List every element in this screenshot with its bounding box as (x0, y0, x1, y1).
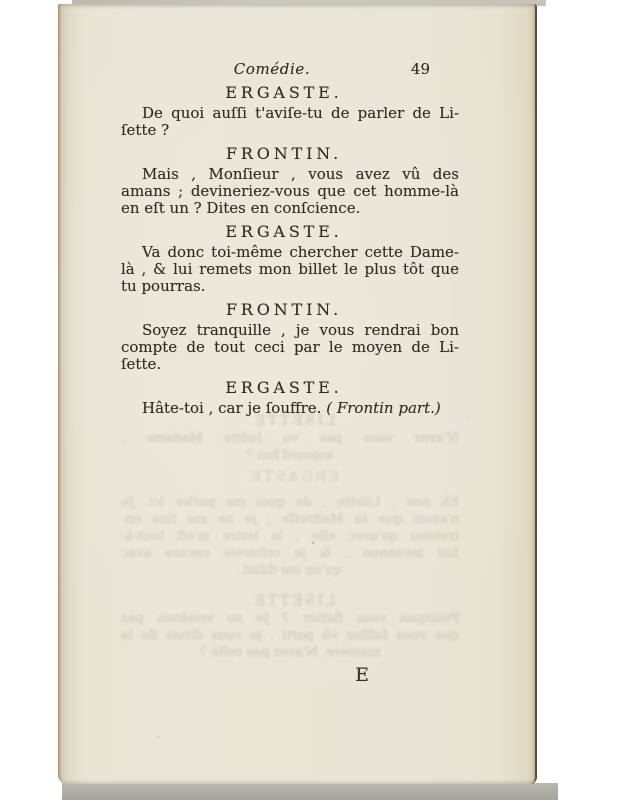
bleedthrough-line: qu'on me diſoit. (238, 563, 342, 578)
bleedthrough-block (121, 412, 459, 464)
dialogue-line: amans ; devineriez-vous que cet homme-là (121, 182, 459, 200)
bleedthrough-heading: LISETTE. (244, 593, 336, 609)
dialogue-line: en eſt un ? Dites en conſcience. (121, 199, 361, 217)
book-block-bottom-edge (62, 783, 558, 800)
dialogue-line: compte de tout ceci par le moyen de Li- (121, 338, 459, 356)
bleedthrough-heading: LISETTE. (244, 413, 336, 429)
speaker-heading: ERGASTE. (225, 378, 343, 397)
bleedthrough-line: aujourd'hui ? (246, 448, 334, 463)
bleedthrough-line: fait inconnue , & je reſterois encore avec (121, 546, 459, 561)
dialogue-line: Soyez tranquille , je vous rendrai bon (142, 321, 459, 339)
speaker-heading: ERGASTE. (225, 222, 343, 241)
bleedthrough-block (121, 468, 459, 486)
dialogue-line: ſette ? (121, 121, 170, 139)
speaker-heading: FRONTIN. (225, 144, 343, 163)
bleedthrough-line: tretenu qu'avec elle , la lettre m'eſt tout-à- (121, 529, 459, 544)
speaker-heading: ERGASTE. (225, 83, 343, 102)
bleedthrough-block (121, 592, 459, 661)
dialogue-text: Hâte-toi , car je ſouffre. (142, 399, 327, 417)
bleedthrough-block (121, 494, 459, 579)
signature-mark: E (355, 664, 369, 686)
dialogue-line: tu pourras. (121, 277, 206, 295)
speech (121, 145, 459, 217)
dialogue-line: ſette. (121, 355, 162, 373)
letterpress-text-block (121, 61, 459, 417)
bleedthrough-heading: ERGASTE. (240, 469, 340, 485)
stage-direction: ( Frontin part.) (326, 399, 441, 417)
speaker-heading: FRONTIN. (225, 300, 343, 319)
bleedthrough-line: N'avez vous pas vu ladite Madame , (121, 431, 459, 446)
page-number: 49 (410, 60, 430, 78)
speech (121, 223, 459, 295)
bleedthrough-line: Eh non , Liſette , de quoi me parler ici. Je (121, 495, 459, 510)
dialogue-line: là , & lui remets mon billet le plus tôt que (121, 260, 459, 278)
book-page (58, 4, 537, 784)
bleedthrough-line: que vous fuſſiez vû parti , je vous dirois de la (121, 628, 459, 643)
bleedthrough-line: n'avois que ta Maîtreſſe ; je ne me ſuis en- (121, 512, 459, 527)
dialogue-line: De quoi auſſi t'aviſe-tu de parler de Li- (142, 104, 459, 122)
bleedthrough-line: manière. N'avez pas reſté ? (199, 645, 381, 660)
bleedthrough-line: Pourquoi vous flatter ? Je ne voudrois pas (121, 611, 459, 626)
page-header (121, 61, 459, 78)
speech (121, 301, 459, 373)
dialogue-line: Va donc toi-même chercher cette Dame- (142, 243, 459, 261)
dialogue-line: Mais , Monſieur , vous avez vû des (142, 165, 459, 183)
speech (121, 84, 459, 139)
running-title: Comédie. (233, 60, 311, 78)
